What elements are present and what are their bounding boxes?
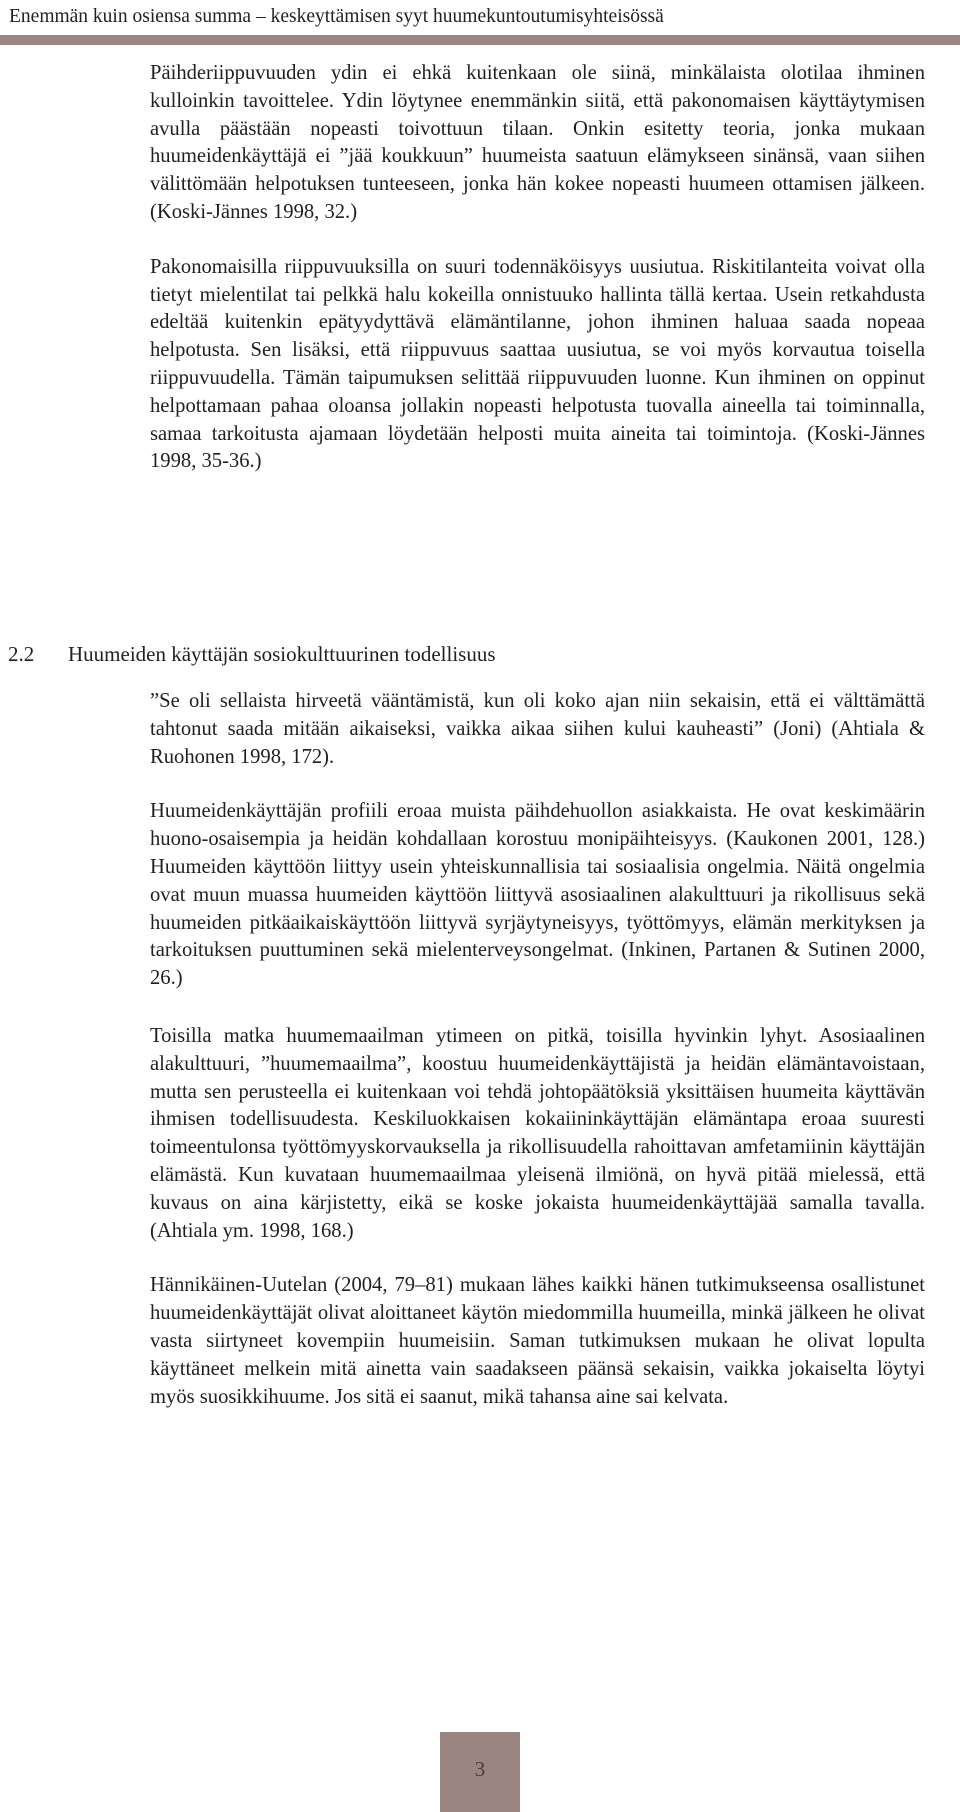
paragraph: Toisilla matka huumemaailman ytimeen on pitkä, toisilla hyvinkin lyhyt. Asosiaalinen alakulttuuri, ”huumemaailma”, koostuu huumeidenkäyttäjistä ja heidän elämäntavoistaan, mutta sen perusteella ei kuitenkaan voi tehdä johtopäätöksiä yksittäisen huumeita käyttävän ihmisen todellisuudesta. Keskiluokkaisen kokaiininkäyttäjän elämäntapa eroaa suuresti toimeentulonsa työttömyyskorvauksella ja rikollisuudella rahoittavan amfetamiinin käyttäjän elämästä. Kun kuvataan huumemaailmaa yleisenä ilmiönä, on hyvä pitää mielessä, että kuvaus on aina kärjistetty, eikä se koske jokaista huumeidenkäyttäjää samalla tavalla. (Ahtiala ym. 1998, 168.) — [150, 1024, 925, 1242]
body-text-lower — [150, 688, 925, 1411]
header-title: Enemmän kuin osiensa summa – keskeyttämisen syyt huumekuntoutumisyhteisössä — [9, 6, 664, 27]
paragraph: Päihderiippuvuuden ydin ei ehkä kuitenkaan ole siinä, minkälaista olotilaa ihminen kulloinkin tavoittelee. Ydin löytynee enemmänkin siitä, että pakonomaisen käyttäytymisen avulla päästään nopeasti toivottuun tilaan. Onkin esitetty teoria, jonka mukaan huumeidenkäyttäjä ei ”jää koukkuun” huumeista saatuun elämykseen sinänsä, vaan siihen välittömään helpotuksen tunteeseen, jonka hän kokee nopeasti huumeen ottamisen jälkeen. (Koski-Jännes 1998, 32.) — [150, 62, 925, 223]
paragraph: Hännikäinen-Uutelan (2004, 79–81) mukaan lähes kaikki hänen tutkimukseensa osallistunet huumeidenkäyttäjät olivat aloittaneet käytön miedommilla huumeilla, minkä jälkeen he olivat vasta siirtyneet kovempiin huumeisiin. Saman tutkimuksen mukaan he olivat lopulta käyttäneet melkein mitä ainetta vain saadakseen päänsä sekaisin, vaikka jokaiselta löytyi myös suosikkihuume. Jos sitä ei saanut, mikä tahansa aine sai kelvata. — [150, 1274, 925, 1408]
body-text-upper — [150, 60, 925, 476]
section-number: 2.2 — [8, 642, 35, 666]
section-title: Huumeiden käyttäjän sosiokulttuurinen todellisuus — [68, 642, 496, 666]
page-number-box — [440, 1732, 520, 1812]
paragraph: Huumeidenkäyttäjän profiili eroaa muista päihdehuollon asiakkaista. He ovat keskimäärin huono-osaisempia ja heidän kohdallaan korostuu monipäihteisyys. (Kaukonen 2001, 128.) Huumeiden käyttöön liittyy usein yhteiskunnallisia tai sosiaalisia ongelmia. Näitä ongelmia ovat muun muassa huumeiden käyttöön liittyvä asosiaalinen alakulttuuri ja rikollisuus sekä huumeiden pitkäaikaiskäyttöön liittyvä syrjäytyneisyys, työttömyys, elämän merkityksen ja tarkoituksen puuttuminen sekä mielenterveysongelmat. (Inkinen, Partanen & Sutinen 2000, 26.) — [150, 800, 925, 990]
page-number: 3 — [474, 1757, 486, 1781]
section-heading — [8, 640, 928, 668]
quote-paragraph: ”Se oli sellaista hirveetä vääntämistä, kun oli koko ajan niin sekaisin, että ei välttämättä tahtonut saada mitään aikaiseksi, vaikka aikaa siihen kului kauheasti” (Joni) (Ahtiala & Ruohonen 1998, 172). — [150, 690, 925, 768]
paragraph: Pakonomaisilla riippuvuuksilla on suuri todennäköisyys uusiutua. Riskitilanteita voivat olla tietyt mielentilat tai pelkkä halu kokeilla onnistuuko hallinta tällä kertaa. Usein retkahdusta edeltää kuitenkin epätyydyttävä elämäntilanne, johon ihminen haluaa saada nopeaa helpotusta. Sen lisäksi, että riippuvuus saattaa uusiutua, se voi myös korvautua toisella riippuvuudella. Tämän taipumuksen selittää riippuvuuden luonne. Kun ihminen on oppinut helpottamaan pahaa oloansa jollakin nopeasti helpotusta tuovalla aineella tai toiminnalla, samaa tarkoitusta ajamaan löydetään helposti muita aineita tai toimintoja. (Koski-Jännes 1998, 35-36.) — [150, 255, 925, 473]
header-rule — [0, 35, 960, 45]
